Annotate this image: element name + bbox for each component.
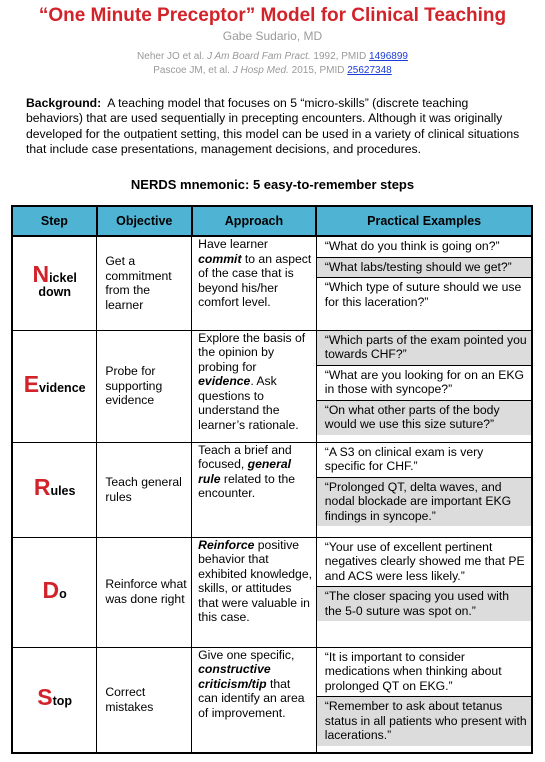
ref2-pmid-link[interactable]: 25627348 (347, 65, 392, 76)
example-item: “What are you looking for on an EKG in those with syncope?” (317, 366, 531, 401)
table-row (12, 647, 532, 753)
table-row (12, 537, 532, 647)
ref2-authors: Pascoe JM, et al. (153, 65, 230, 76)
approach-cell: Explore the basis of the opinion by probing for evidence. Ask questions to understand the learner’s rationale. (192, 330, 317, 442)
table-row (12, 442, 532, 537)
step-cell (12, 330, 97, 442)
example-item: “Which type of suture should we use for this laceration?” (324, 280, 522, 309)
objective-cell: Correct mistakes (97, 647, 192, 753)
example-item: “The closer spacing you used with the 5-0 suture was spot on.” (317, 587, 531, 621)
example-item: “On what other parts of the body would we use this size suture?” (317, 401, 531, 435)
approach-cell: Give one specific, constructive criticism/tip that can identify an area of improvement. (192, 647, 317, 753)
example-item: “Your use of excellent pertinent negatives clearly showed me that PE and ACS were less likely.” (317, 538, 531, 588)
step-rest: vidence (39, 380, 86, 395)
step-letter: N (32, 260, 50, 287)
approach-cell: Have learner commit to an aspect of the case that is beyond his/her comfort level. (192, 236, 317, 330)
header-step: Step (12, 206, 97, 236)
background-paragraph (26, 96, 526, 157)
example-item: “What labs/testing should we get?” (317, 258, 531, 279)
reference-1 (0, 51, 545, 62)
step-rest: ickel (49, 270, 77, 285)
ref2-year: 2015, PMID (291, 65, 345, 76)
approach-cell: Teach a brief and focused, general rule related to the encounter. (192, 442, 317, 537)
examples-cell (316, 537, 532, 647)
table-header-row (12, 206, 532, 236)
author-name: Gabe Sudario, MD (222, 29, 323, 43)
nerds-table (11, 205, 533, 754)
step-letter: R (33, 474, 51, 501)
background-label: Background: (26, 96, 102, 110)
examples-cell (316, 330, 532, 442)
objective-cell: Reinforce what was done right (97, 537, 192, 647)
header-approach: Approach (192, 206, 317, 236)
examples-cell (316, 647, 532, 753)
step-cell (12, 537, 97, 647)
examples-cell (316, 442, 532, 537)
example-item: “It is important to consider medications when thinking about prolonged QT on EKG.” (317, 648, 531, 698)
page-title: “One Minute Preceptor” Model for Clinical Teaching (38, 5, 507, 26)
example-item: “Prolonged QT, delta waves, and nodal blockade are important EKG findings in syncope.” (317, 478, 531, 527)
step-letter: S (37, 684, 53, 711)
step-letter: D (42, 576, 60, 603)
example-item: “What do you think is going on?” (317, 237, 531, 258)
ref1-journal: J Am Board Fam Pract. (207, 51, 311, 62)
step-cell (12, 647, 97, 753)
step-rest: top (52, 694, 73, 709)
step-cell (12, 442, 97, 537)
ref1-authors: Neher JO et al. (137, 51, 205, 62)
ref1-year: 1992, PMID (313, 51, 367, 62)
example-item: “Remember to ask about tetanus status in all patients who present with lacerations.” (317, 697, 531, 746)
step-rest: o (59, 586, 67, 601)
examples-cell (316, 236, 532, 330)
objective-cell: Get a commitment from the learner (97, 236, 192, 330)
step-cell (12, 236, 97, 330)
reference-2 (0, 65, 545, 76)
step-rest: ules (50, 484, 76, 499)
example-item: “Which parts of the exam pointed you towards CHF?” (317, 331, 531, 366)
ref1-pmid-link[interactable]: 1496899 (369, 51, 408, 62)
objective-cell: Probe for supporting evidence (97, 330, 192, 442)
step-letter: E (23, 370, 40, 397)
ref2-journal: J Hosp Med. (232, 65, 289, 76)
table-row (12, 236, 532, 330)
table-row (12, 330, 532, 442)
header-objective: Objective (97, 206, 192, 236)
example-item: “A S3 on clinical exam is very specific for CHF.” (317, 443, 531, 478)
approach-cell: Reinforce positive behavior that exhibited knowledge, skills, or attitudes that were valuable in this case. (192, 537, 317, 647)
mnemonic-heading: NERDS mnemonic: 5 easy-to-remember steps (130, 177, 415, 192)
header-examples: Practical Examples (316, 206, 532, 236)
background-text: A teaching model that focuses on 5 “micro-skills” (discrete teaching behaviors) that are used sequentially in precepting encounters. Although it was originally developed for the outpatient setting, this model can be used in a variety of clinical situations that include case presentations, management decisions, and procedures. (26, 96, 520, 156)
objective-cell: Teach general rules (97, 442, 192, 537)
step-line2: down (38, 285, 71, 300)
